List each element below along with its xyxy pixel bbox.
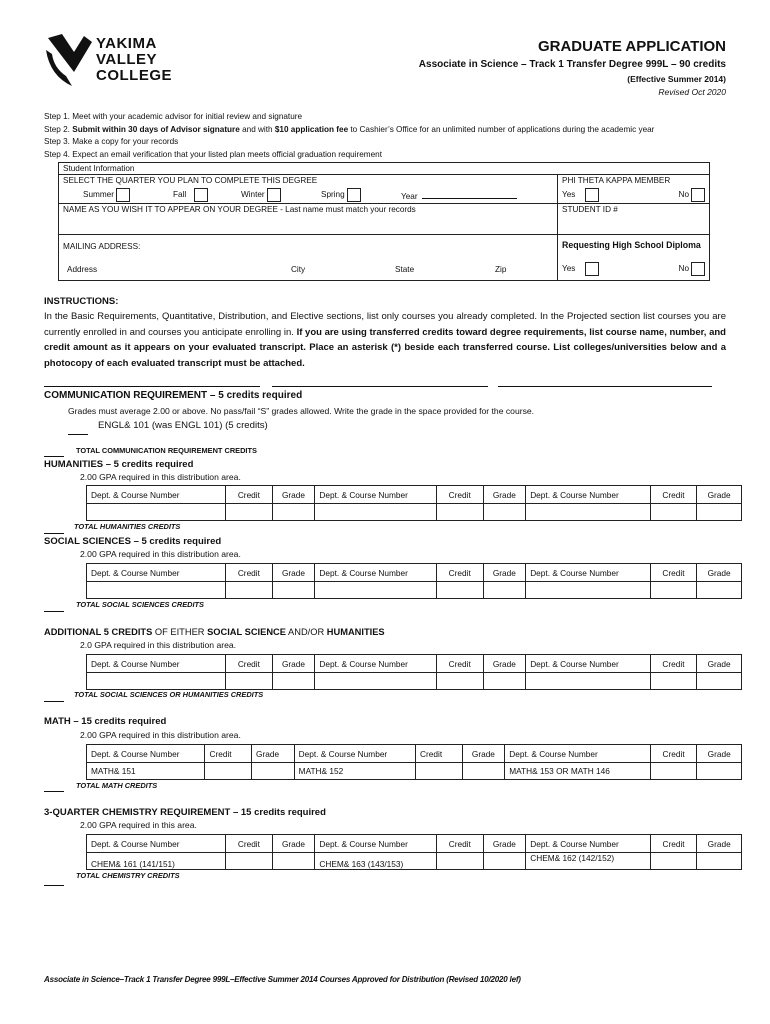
steps-list	[44, 111, 654, 161]
revised-date: Revised Oct 2020	[658, 87, 726, 97]
entry-cell[interactable]	[650, 673, 697, 690]
entry-cell[interactable]	[462, 763, 505, 780]
entry-cell[interactable]	[483, 582, 526, 599]
entry-cell[interactable]	[436, 582, 483, 599]
col-grade-2: Grade	[483, 835, 526, 853]
ptk-no-checkbox[interactable]	[691, 188, 705, 202]
col-course-2: Dept. & Course Number	[315, 655, 437, 673]
logo-line-2: VALLEY	[96, 51, 158, 68]
col-grade-2: Grade	[462, 745, 505, 763]
entry-cell[interactable]	[650, 582, 697, 599]
math-course-1[interactable]: MATH& 151	[87, 763, 205, 780]
entry-cell[interactable]	[526, 673, 651, 690]
col-grade-3: Grade	[697, 835, 742, 853]
entry-cell[interactable]	[272, 673, 315, 690]
entry-cell[interactable]	[315, 582, 437, 599]
col-grade-3: Grade	[697, 564, 742, 582]
chem-course-3[interactable]: CHEM& 162 (142/152)	[526, 853, 651, 870]
ptk-label: PHI THETA KAPPA MEMBER	[562, 176, 671, 185]
entry-cell[interactable]	[650, 763, 697, 780]
col-credit-2: Credit	[437, 835, 484, 853]
humanities-heading: HUMANITIES – 5 credits required	[44, 459, 194, 470]
entry-cell[interactable]	[526, 504, 651, 521]
address-label: Address	[67, 265, 98, 274]
humanities-note: 2.00 GPA required in this distribution area.	[80, 472, 241, 482]
entry-cell[interactable]	[436, 504, 483, 521]
entry-cell[interactable]	[272, 853, 315, 870]
degree-subtitle: Associate in Science – Track 1 Transfer Degree 999L – 90 credits	[418, 59, 726, 70]
entry-cell[interactable]	[252, 763, 295, 780]
step-4: Step 4. Expect an email verification that your listed plan meets official graduation requirement	[44, 149, 382, 159]
transfer-college-field-2[interactable]	[272, 385, 488, 387]
humanities-table	[86, 485, 742, 521]
col-credit-1: Credit	[226, 655, 273, 673]
entry-cell[interactable]	[315, 673, 437, 690]
col-credit-2: Credit	[436, 564, 483, 582]
college-logo	[44, 32, 174, 88]
instructions-heading: INSTRUCTIONS:	[44, 296, 119, 307]
summer-checkbox[interactable]	[116, 188, 130, 202]
chem-course-1[interactable]: CHEM& 161 (141/151)	[87, 853, 226, 870]
social-heading: SOCIAL SCIENCES – 5 credits required	[44, 536, 222, 547]
col-credit-1: Credit	[226, 835, 273, 853]
instructions-text: In the Basic Requirements, Quantitative, Distribution, and Elective sections, list only courses you already completed. In the Projected section list courses you are currently enrolled in and courses you anticipate enrolling in. If you are using transferred credits toward degree requirements, list course name, number, and credit amount as it appears on your evaluated transcript. Place an asterisk (*) beside each transferred course. List colleges/universities below and a photocopy of each evaluated transcript must be attached.	[44, 311, 726, 369]
engl-course: ENGL& 101 (was ENGL 101) (5 credits)	[98, 420, 268, 431]
hs-diploma-label: Requesting High School Diploma	[562, 240, 701, 250]
col-course-2: Dept. & Course Number	[315, 564, 437, 582]
entry-cell[interactable]	[436, 673, 483, 690]
entry-cell[interactable]	[272, 582, 315, 599]
entry-cell[interactable]	[226, 673, 273, 690]
col-course-3: Dept. & Course Number	[526, 655, 651, 673]
col-credit-3: Credit	[650, 835, 697, 853]
entry-cell[interactable]	[483, 504, 526, 521]
state-label: State	[395, 265, 415, 274]
communication-note: Grades must average 2.00 or above. No pass/fail “S” grades allowed. Write the grade in the space provided for the course.	[68, 406, 535, 416]
math-heading: MATH – 15 credits required	[44, 716, 167, 727]
col-grade-2: Grade	[483, 486, 526, 504]
page-title: GRADUATE APPLICATION	[537, 38, 726, 55]
entry-cell[interactable]	[226, 582, 273, 599]
step-1: Step 1. Meet with your academic advisor for initial review and signature	[44, 112, 303, 121]
col-grade-3: Grade	[697, 486, 742, 504]
year-field[interactable]	[422, 188, 517, 199]
math-course-2[interactable]: MATH& 152	[294, 763, 415, 780]
col-grade-3: Grade	[697, 745, 742, 763]
transfer-college-field-3[interactable]	[498, 385, 712, 387]
col-grade-1: Grade	[272, 835, 315, 853]
col-course-1: Dept. & Course Number	[87, 564, 226, 582]
math-table	[86, 744, 742, 780]
logo-mark-icon	[44, 32, 94, 88]
social-total-field[interactable]	[44, 610, 64, 612]
col-credit-3: Credit	[650, 745, 697, 763]
fall-label: Fall	[173, 190, 187, 200]
social-table	[86, 563, 742, 599]
col-grade-2: Grade	[483, 564, 526, 582]
col-course-1: Dept. & Course Number	[87, 835, 226, 853]
social-note: 2.00 GPA required in this distribution area.	[80, 549, 241, 559]
col-credit-1: Credit	[205, 745, 252, 763]
col-course-1: Dept. & Course Number	[87, 486, 226, 504]
additional-table	[86, 654, 742, 690]
hs-yes-label: Yes	[562, 264, 576, 274]
hs-yes-checkbox[interactable]	[585, 262, 599, 276]
mailing-address-field[interactable]	[59, 235, 558, 281]
social-total-label: TOTAL SOCIAL SCIENCES CREDITS	[76, 600, 204, 609]
entry-cell[interactable]	[697, 673, 742, 690]
entry-cell[interactable]	[226, 504, 273, 521]
entry-cell[interactable]	[87, 673, 226, 690]
col-grade-1: Grade	[272, 655, 315, 673]
col-credit-1: Credit	[226, 486, 273, 504]
col-credit-3: Credit	[650, 564, 697, 582]
quarter-cell	[59, 175, 558, 204]
chem-course-2[interactable]: CHEM& 163 (143/153)	[315, 853, 437, 870]
communication-total-field[interactable]	[44, 455, 64, 457]
step-2: Step 2. Submit within 30 days of Advisor signature and with $10 application fee to Cashier’s Office for an unlimited number of applications during the academic year	[44, 124, 655, 134]
name-label: NAME AS YOU WISH IT TO APPEAR ON YOUR DEGREE - Last name must match your records	[63, 205, 416, 214]
additional-heading: ADDITIONAL 5 CREDITS OF EITHER SOCIAL SCIENCE AND/OR HUMANITIES	[44, 627, 385, 637]
col-course-3: Dept. & Course Number	[505, 745, 651, 763]
chemistry-total-label: TOTAL CHEMISTRY CREDITS	[76, 871, 180, 880]
entry-cell[interactable]	[526, 582, 651, 599]
engl-grade-field[interactable]	[68, 433, 88, 435]
logo-line-1: YAKIMA	[96, 35, 157, 52]
col-grade-1: Grade	[252, 745, 295, 763]
student-id-label: STUDENT ID #	[562, 205, 618, 214]
ptk-no-label: No	[678, 190, 689, 200]
entry-cell[interactable]	[87, 504, 226, 521]
additional-note: 2.0 GPA required in this distribution area.	[80, 640, 237, 650]
col-grade-2: Grade	[483, 655, 526, 673]
col-course-2: Dept. & Course Number	[315, 835, 437, 853]
year-label: Year	[401, 192, 418, 201]
spring-label: Spring	[321, 190, 345, 200]
mailing-label: MAILING ADDRESS:	[63, 242, 141, 251]
math-note: 2.00 GPA required in this distribution area.	[80, 730, 241, 740]
humanities-total-field[interactable]	[44, 532, 64, 534]
math-total-label: TOTAL MATH CREDITS	[76, 781, 158, 790]
col-course-3: Dept. & Course Number	[526, 486, 651, 504]
col-grade-1: Grade	[272, 486, 315, 504]
fall-checkbox[interactable]	[194, 188, 208, 202]
chemistry-heading: 3-QUARTER CHEMISTRY REQUIREMENT – 15 credits required	[44, 807, 326, 818]
additional-total-field[interactable]	[44, 700, 64, 702]
zip-label: Zip	[495, 265, 507, 274]
entry-cell[interactable]	[272, 504, 315, 521]
col-credit-3: Credit	[650, 655, 697, 673]
city-label: City	[291, 265, 306, 274]
math-entry-row	[87, 763, 742, 780]
entry-cell[interactable]	[697, 763, 742, 780]
entry-cell[interactable]	[697, 853, 742, 870]
ptk-yes-label: Yes	[562, 190, 576, 200]
entry-cell[interactable]	[416, 763, 463, 780]
entry-cell[interactable]	[315, 504, 437, 521]
communication-total-label: TOTAL COMMUNICATION REQUIREMENT CREDITS	[76, 446, 257, 455]
student-info-heading: Student Information	[59, 163, 710, 175]
entry-cell[interactable]	[483, 673, 526, 690]
hs-no-label: No	[678, 264, 689, 274]
entry-cell[interactable]	[483, 853, 526, 870]
col-course-1: Dept. & Course Number	[87, 745, 205, 763]
page-footer: Associate in Science–Track 1 Transfer Degree 999L–Effective Summer 2014 Courses Approved for Distribution (Revised 10/2020 lef)	[44, 975, 521, 984]
step-3: Step 3. Make a copy for your records	[44, 137, 179, 146]
col-grade-1: Grade	[272, 564, 315, 582]
col-course-1: Dept. & Course Number	[87, 655, 226, 673]
communication-heading: COMMUNICATION REQUIREMENT – 5 credits required	[44, 390, 303, 401]
ptk-cell	[558, 175, 710, 204]
winter-checkbox[interactable]	[267, 188, 281, 202]
col-credit-2: Credit	[436, 655, 483, 673]
col-course-3: Dept. & Course Number	[526, 564, 651, 582]
humanities-entry-row	[87, 504, 742, 521]
math-course-3[interactable]: MATH& 153 OR MATH 146	[505, 763, 651, 780]
col-course-3: Dept. & Course Number	[526, 835, 651, 853]
entry-cell[interactable]	[650, 853, 697, 870]
winter-label: Winter	[241, 190, 265, 200]
chemistry-total-field[interactable]	[44, 884, 64, 886]
effective-date: (Effective Summer 2014)	[627, 74, 726, 84]
social-entry-row	[87, 582, 742, 599]
col-credit-2: Credit	[436, 486, 483, 504]
col-course-2: Dept. & Course Number	[315, 486, 437, 504]
math-total-field[interactable]	[44, 790, 64, 792]
additional-entry-row	[87, 673, 742, 690]
summer-label: Summer	[83, 190, 114, 200]
student-id-field[interactable]	[558, 204, 710, 235]
additional-total-label: TOTAL SOCIAL SCIENCES OR HUMANITIES CREDITS	[74, 690, 264, 699]
col-credit-1: Credit	[226, 564, 273, 582]
quarter-label: SELECT THE QUARTER YOU PLAN TO COMPLETE THIS DEGREE	[63, 176, 318, 185]
entry-cell[interactable]	[697, 504, 742, 521]
ptk-yes-checkbox[interactable]	[585, 188, 599, 202]
chemistry-entry-row	[87, 853, 742, 870]
spring-checkbox[interactable]	[347, 188, 361, 202]
name-field[interactable]	[59, 204, 558, 235]
col-credit-3: Credit	[650, 486, 697, 504]
humanities-total-label: TOTAL HUMANITIES CREDITS	[74, 522, 181, 531]
entry-cell[interactable]	[87, 582, 226, 599]
chemistry-table	[86, 834, 742, 870]
logo-line-3: COLLEGE	[96, 67, 173, 84]
transfer-college-field-1[interactable]	[44, 385, 260, 387]
entry-cell[interactable]	[437, 853, 484, 870]
hs-no-checkbox[interactable]	[691, 262, 705, 276]
chemistry-note: 2.00 GPA required in this area.	[80, 820, 197, 830]
col-grade-3: Grade	[697, 655, 742, 673]
entry-cell[interactable]	[650, 504, 697, 521]
entry-cell[interactable]	[697, 582, 742, 599]
col-credit-2: Credit	[416, 745, 463, 763]
entry-cell[interactable]	[205, 763, 252, 780]
entry-cell[interactable]	[226, 853, 273, 870]
hs-diploma-cell	[558, 235, 710, 281]
student-info-table	[58, 162, 710, 281]
col-course-2: Dept. & Course Number	[294, 745, 415, 763]
